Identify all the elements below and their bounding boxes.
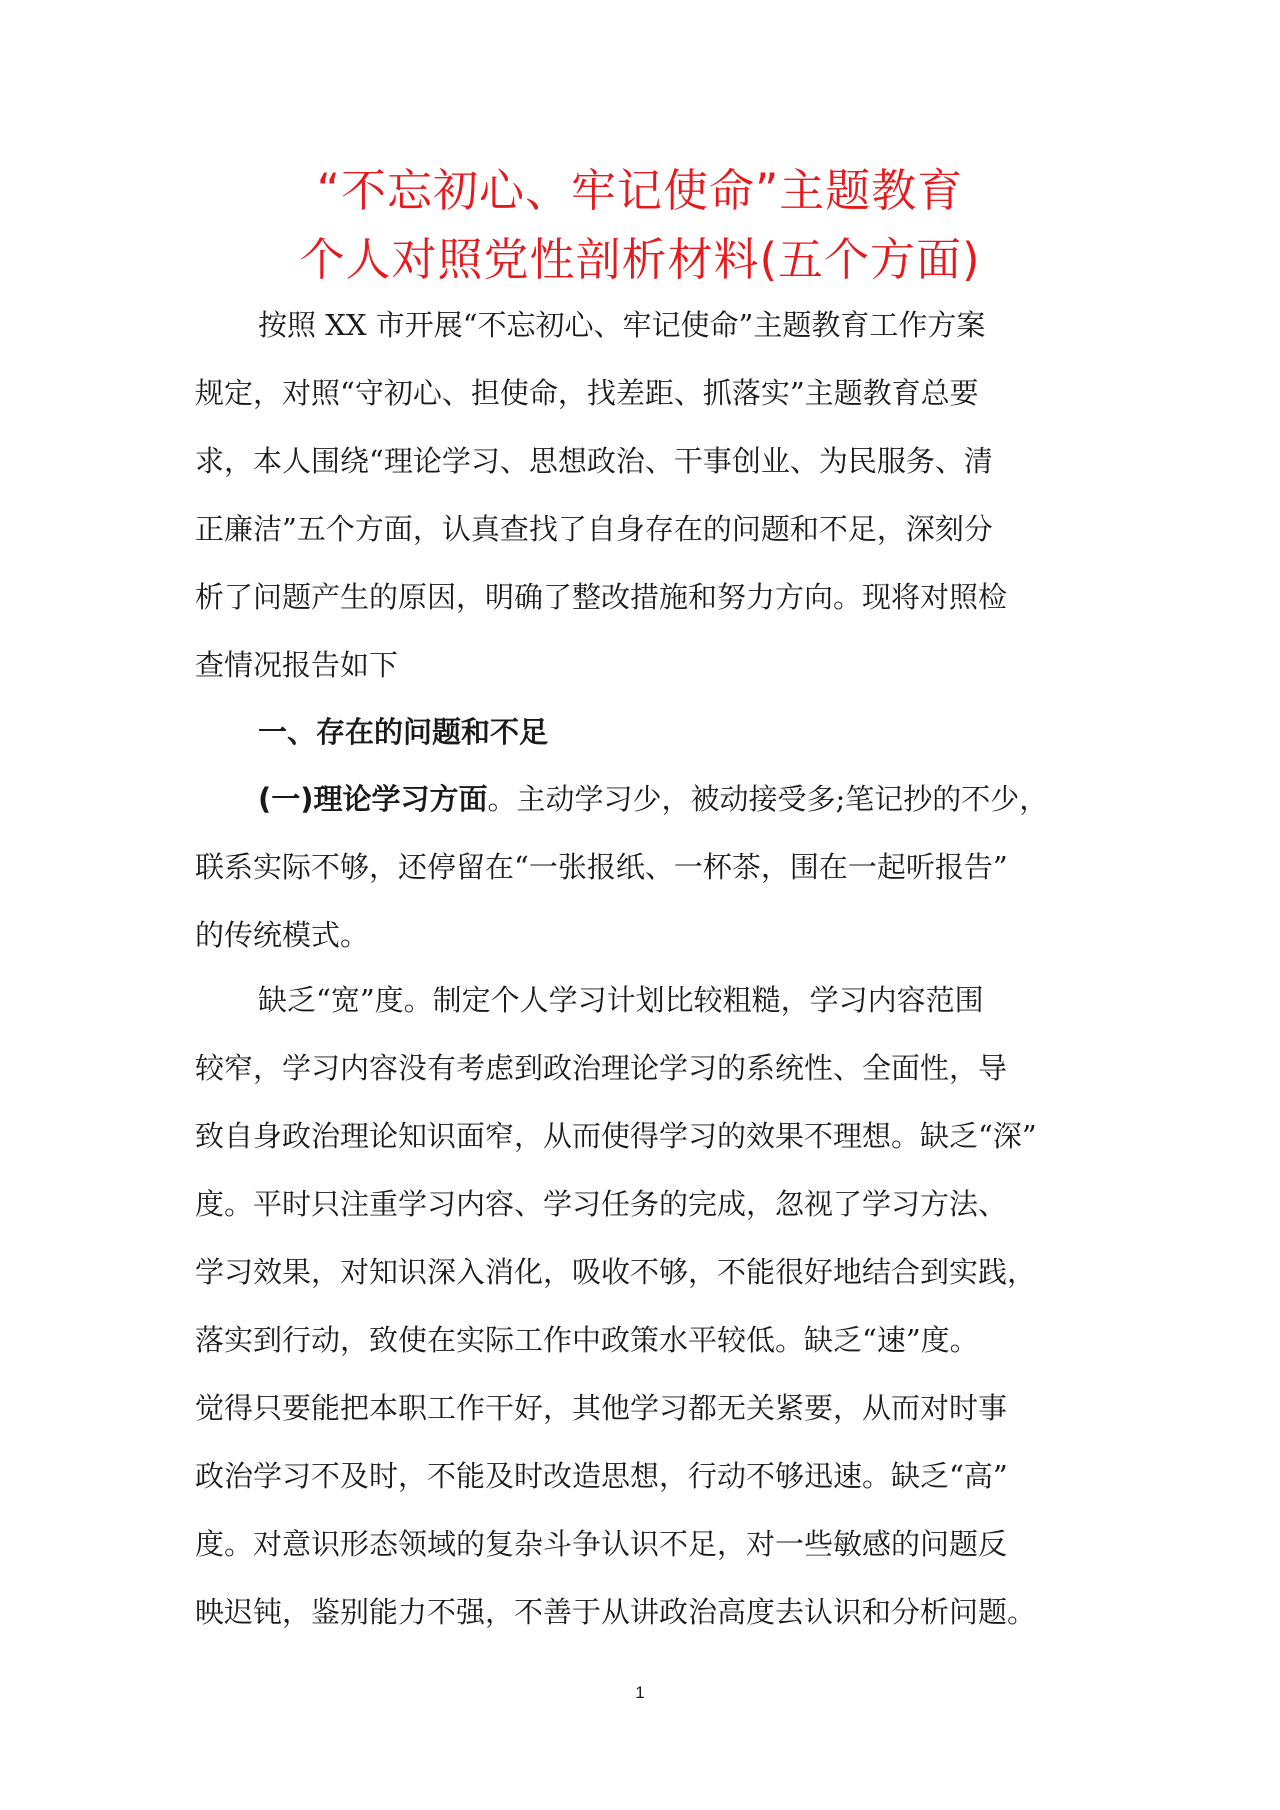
text-line: 正廉洁”五个方面，认真查找了自身存在的问题和不足，深刻分 [195, 512, 993, 546]
text-line: 落实到行动，致使在实际工作中政策水平较低。缺乏“速”度。 [195, 1323, 979, 1357]
text-line [195, 765, 1095, 833]
text-line: 较窄，学习内容没有考虑到政治理论学习的系统性、全面性，导 [195, 1051, 1008, 1085]
subsection-first-line: 。主动学习少，被动接受多;笔记抄的不少， [487, 782, 1049, 816]
page-number: 1 [635, 1683, 645, 1702]
text-line: 查情况报告如下 [195, 648, 399, 682]
text-line: 析了问题产生的原因，明确了整改措施和努力方向。现将对照检 [195, 580, 1008, 614]
text-line: 规定，对照“守初心、担使命，找差距、抓落实”主题教育总要 [195, 376, 979, 410]
document-title-line-2: 个人对照党性剖析材料(五个方面) [299, 233, 981, 286]
text-line: 度。平时只注重学习内容、学习任务的完成，忽视了学习方法、 [195, 1187, 1008, 1221]
intro-paragraph [195, 291, 1095, 699]
text-line: 的传统模式。 [195, 918, 370, 952]
document-title-line-1: “不忘初心、牢记使命”主题教育 [316, 164, 964, 217]
text-line: 求，本人围绕“理论学习、思想政治、干事创业、为民服务、清 [195, 444, 993, 478]
text-line: 按照 XX 市开展“不忘初心、牢记使命”主题教育工作方案 [258, 308, 986, 342]
text-line: 映迟钝，鉴别能力不强，不善于从讲政治高度去认识和分析问题。 [195, 1595, 1037, 1629]
text-line: 觉得只要能把本职工作干好，其他学习都无关紧要，从而对时事 [195, 1391, 1008, 1425]
text-line: 致自身政治理论知识面窄，从而使得学习的效果不理想。缺乏“深” [195, 1119, 1037, 1153]
body-paragraph-2 [195, 966, 1095, 1646]
text-line: 政治学习不及时，不能及时改造思想，行动不够迅速。缺乏“高” [195, 1459, 1008, 1493]
text-line: 缺乏“宽”度。制定个人学习计划比较粗糙，学习内容范围 [258, 983, 984, 1017]
section-heading: 一、存在的问题和不足 [258, 715, 549, 749]
subsection-paragraph [195, 765, 1095, 969]
text-line: 学习效果，对知识深入消化，吸收不够，不能很好地结合到实践， [195, 1255, 1037, 1289]
text-line: 度。对意识形态领域的复杂斗争认识不足，对一些敏感的问题反 [195, 1527, 1008, 1561]
subsection-label: (一)理论学习方面 [258, 782, 488, 816]
text-line: 联系实际不够，还停留在“一张报纸、一杯茶，围在一起听报告” [195, 850, 1008, 884]
